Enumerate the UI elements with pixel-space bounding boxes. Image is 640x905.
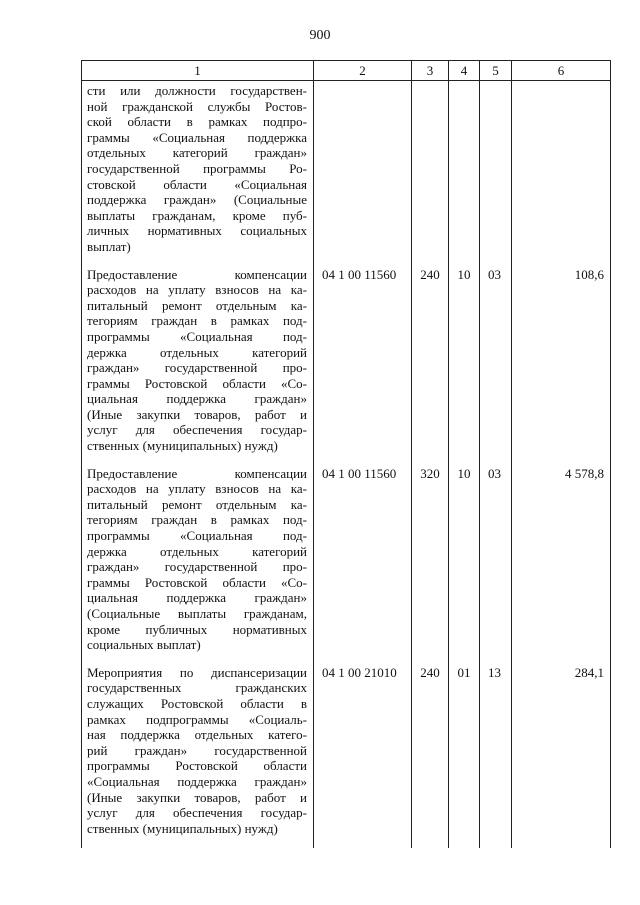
description-line: государственной программы Ро-	[87, 160, 307, 176]
description-line: программы «Социальная под-	[87, 328, 307, 344]
budget-code	[314, 81, 412, 267]
amount-value	[512, 81, 611, 267]
budget-code: 04 1 00 11560	[314, 267, 412, 466]
description-line: граждан» государственной про-	[87, 559, 307, 575]
table-row	[82, 466, 611, 665]
subsection-code: 13	[480, 665, 512, 849]
description-line: держка отдельных категорий	[87, 543, 307, 559]
row-description	[82, 81, 314, 267]
description-line: выплаты гражданам, кроме пуб-	[87, 207, 307, 223]
description-line: сти или должности государствен-	[87, 83, 307, 98]
column-header-1: 1	[82, 61, 314, 81]
row-description	[82, 267, 314, 466]
amount-value: 4 578,8	[512, 466, 611, 665]
description-line: держка отдельных категорий	[87, 344, 307, 360]
description-line: ной гражданской службы Ростов-	[87, 98, 307, 114]
expense-type-code: 240	[412, 665, 449, 849]
description-line: поддержка граждан» (Социальные	[87, 192, 307, 208]
subsection-code: 03	[480, 267, 512, 466]
section-code: 10	[449, 267, 480, 466]
description-line: ная поддержка отдельных катего-	[87, 727, 307, 743]
column-header-4: 4	[449, 61, 480, 81]
table-row	[82, 81, 611, 267]
column-header-6: 6	[512, 61, 611, 81]
description-line: кроме публичных нормативных	[87, 621, 307, 637]
subsection-code: 03	[480, 466, 512, 665]
description-line: расходов на уплату взносов на ка-	[87, 282, 307, 298]
description-line: ственных (муниципальных) нужд)	[87, 820, 278, 836]
table-header-row	[82, 61, 611, 81]
amount-value: 108,6	[512, 267, 611, 466]
description-line: служащих Ростовской области в	[87, 695, 307, 711]
section-code	[449, 81, 480, 267]
description-line: услуг для обеспечения государ-	[87, 422, 307, 438]
description-line: программы «Социальная под-	[87, 528, 307, 544]
description-line: государственных гражданских	[87, 680, 307, 696]
expense-type-code: 240	[412, 267, 449, 466]
column-header-3: 3	[412, 61, 449, 81]
description-line: циальная поддержка граждан»	[87, 391, 307, 407]
description-line: рий граждан» государственной	[87, 742, 307, 758]
description-line: рамках подпрограммы «Социаль-	[87, 711, 307, 727]
budget-code: 04 1 00 21010	[314, 665, 412, 849]
section-code: 01	[449, 665, 480, 849]
description-line: граммы Ростовской области «Со-	[87, 375, 307, 391]
amount-value: 284,1	[512, 665, 611, 849]
description-line: питальный ремонт отдельным ка-	[87, 297, 307, 313]
description-line: (Социальные выплаты гражданам,	[87, 606, 307, 621]
description-line: (Иные закупки товаров, работ и	[87, 406, 307, 422]
column-header-2: 2	[314, 61, 412, 81]
description-line: отдельных категорий граждан»	[87, 145, 307, 161]
description-line: расходов на уплату взносов на ка-	[87, 481, 307, 497]
description-line: ской области в рамках подпро-	[87, 114, 307, 130]
description-line: личных нормативных социальных	[87, 223, 307, 239]
budget-code: 04 1 00 11560	[314, 466, 412, 665]
page-number: 900	[309, 28, 331, 43]
description-line: питальный ремонт отдельным ка-	[87, 496, 307, 512]
description-line: социальных выплат)	[87, 637, 201, 653]
row-description	[82, 665, 314, 849]
expense-type-code: 320	[412, 466, 449, 665]
expense-type-code	[412, 81, 449, 267]
section-code: 10	[449, 466, 480, 665]
column-header-5: 5	[480, 61, 512, 81]
table-row	[82, 665, 611, 849]
description-line: выплат)	[87, 238, 131, 254]
description-line: услуг для обеспечения государ-	[87, 805, 307, 821]
description-line: тегориям граждан в рамках под-	[87, 512, 307, 528]
description-line: Предоставление компенсации	[87, 465, 307, 481]
description-line: граммы Ростовской области «Со-	[87, 574, 307, 590]
row-description	[82, 466, 314, 665]
description-line: ственных (муниципальных) нужд)	[87, 438, 278, 454]
description-line: «Социальная поддержка граждан»	[87, 773, 307, 789]
description-line: программы Ростовской области	[87, 758, 307, 774]
budget-table	[81, 60, 611, 848]
description-line: стовской области «Социальная	[87, 176, 307, 192]
subsection-code	[480, 81, 512, 267]
description-line: циальная поддержка граждан»	[87, 590, 307, 606]
description-line: (Иные закупки товаров, работ и	[87, 789, 307, 805]
description-line: тегориям граждан в рамках под-	[87, 313, 307, 329]
description-line: Мероприятия по диспансеризации	[87, 664, 307, 680]
description-line: граждан» государственной про-	[87, 360, 307, 376]
description-line: Предоставление компенсации	[87, 266, 307, 282]
description-line: граммы «Социальная поддержка	[87, 129, 307, 145]
table-row	[82, 267, 611, 466]
